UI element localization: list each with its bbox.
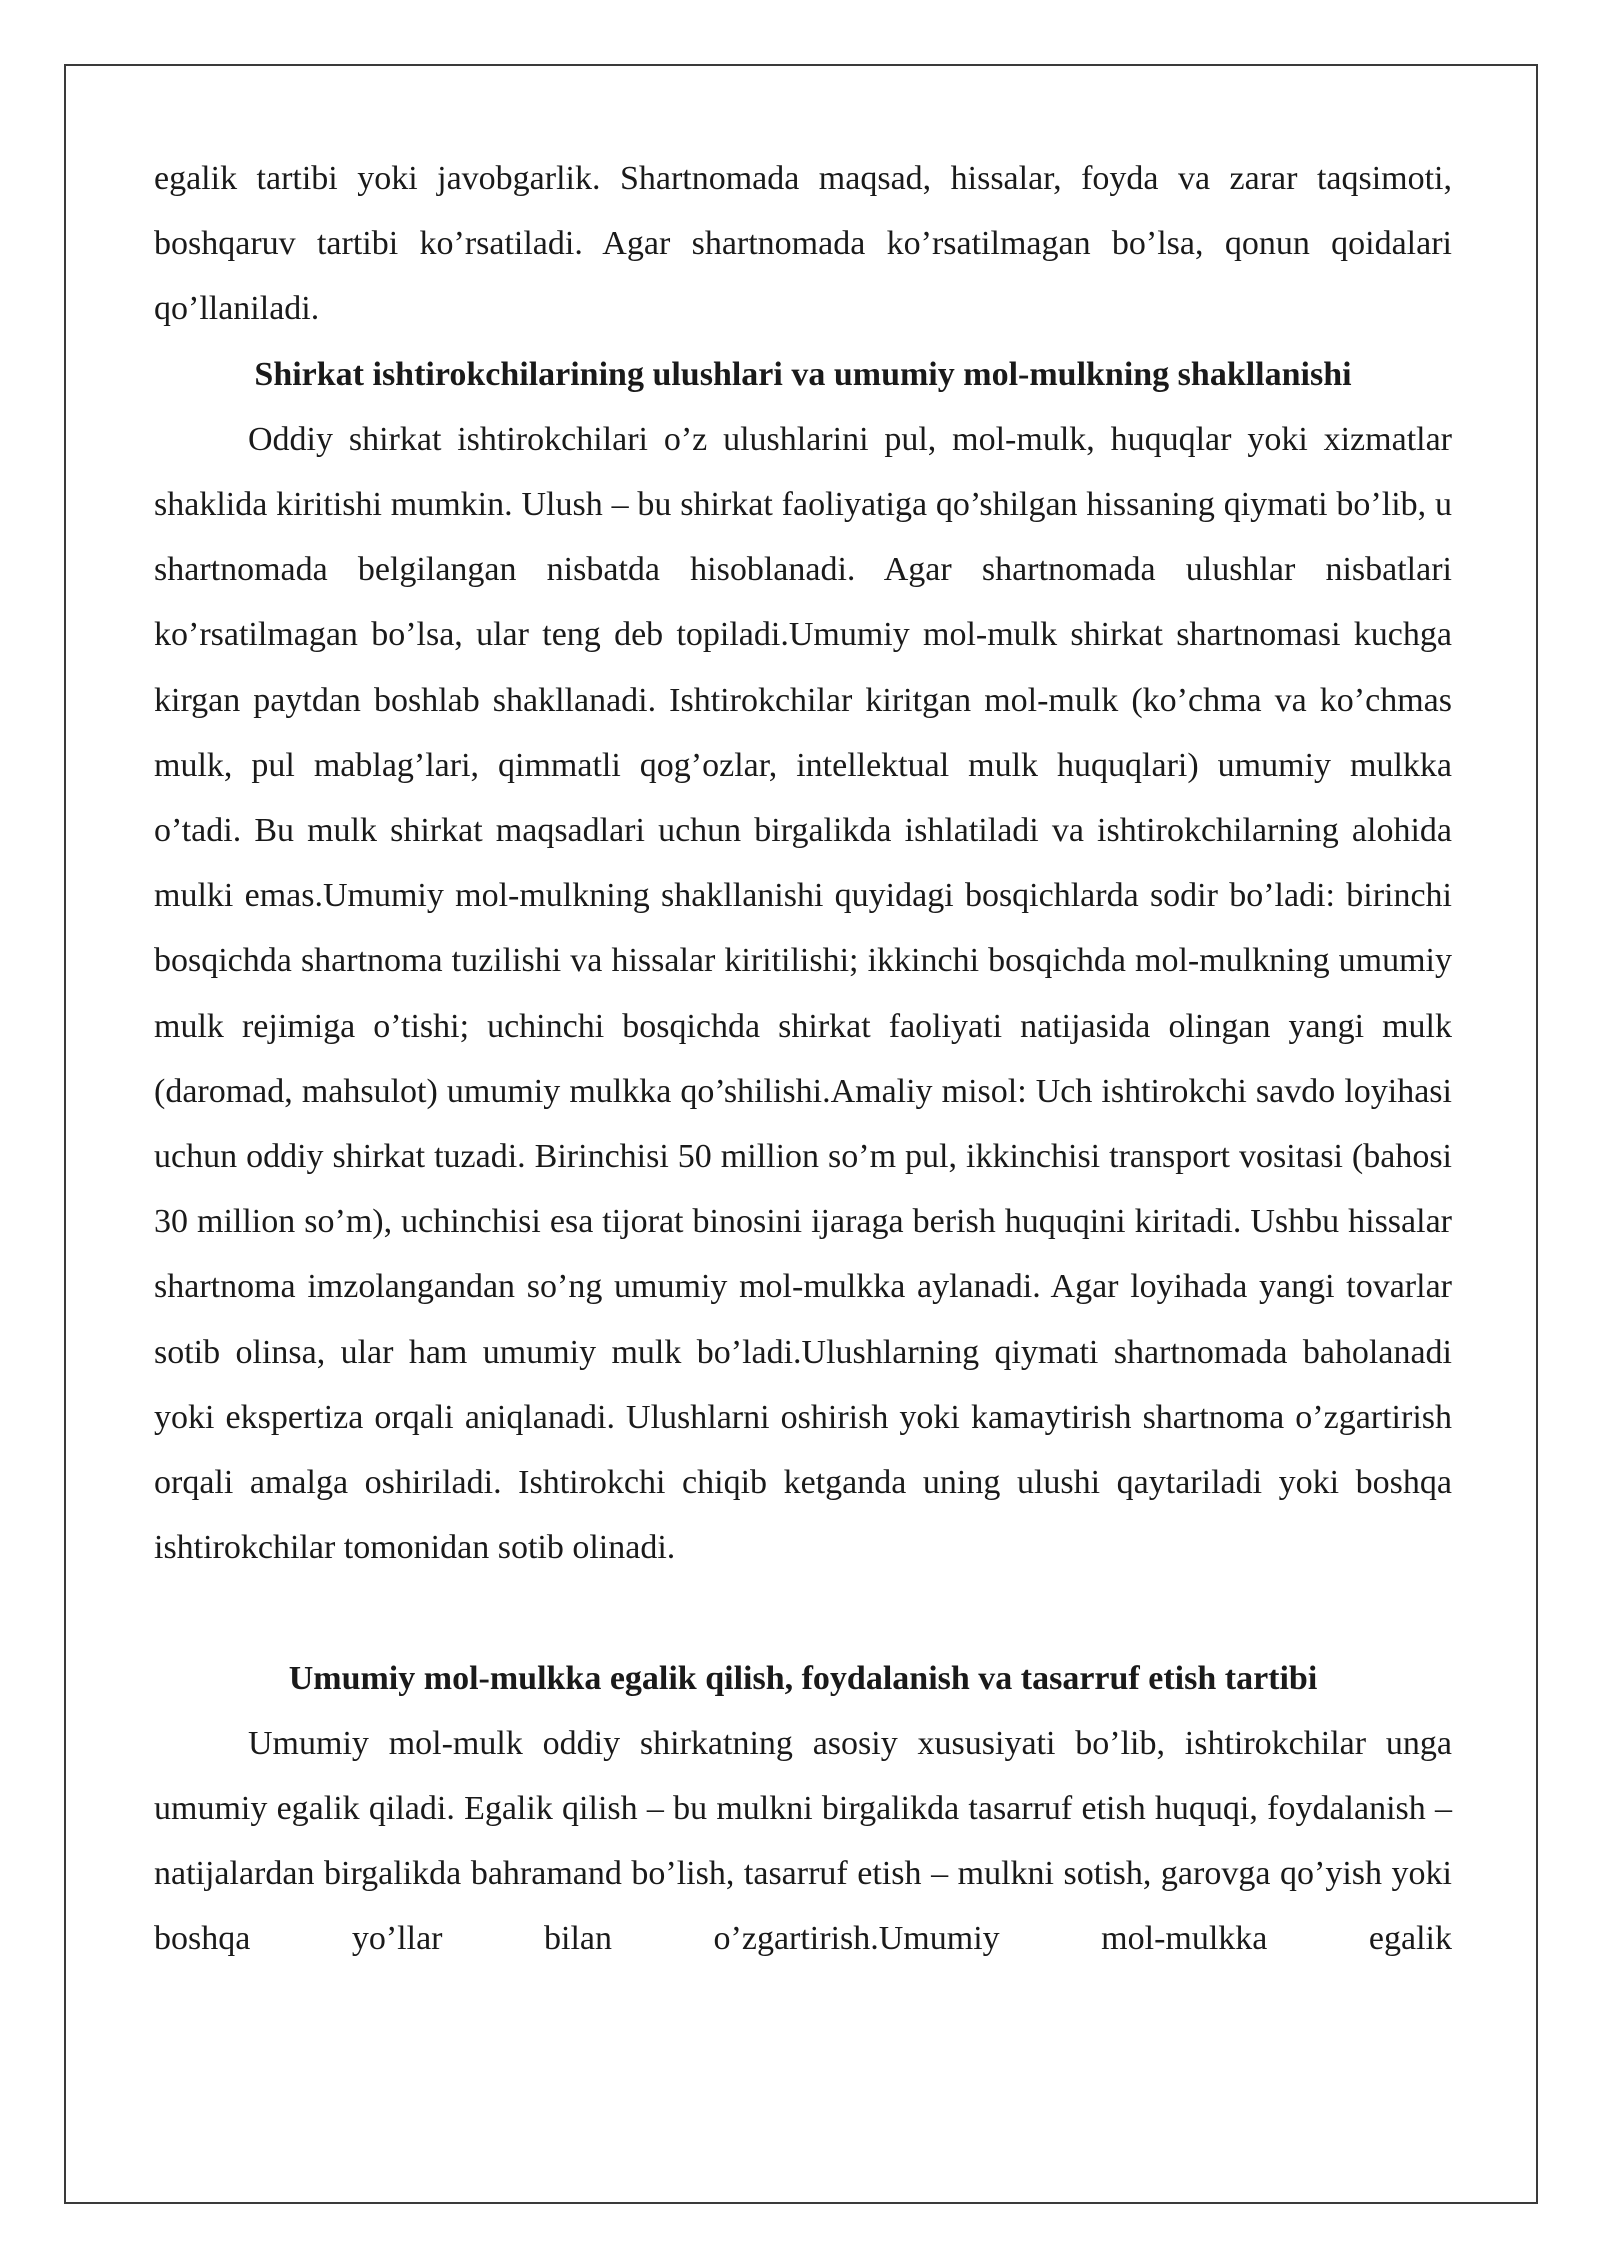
document-body bbox=[154, 146, 1452, 1972]
paragraph-continued: egalik tartibi yoki javobgarlik. Shartnomada maqsad, hissalar, foyda va zarar taqsimoti, boshqaruv tartibi ko’rsatiladi. Agar shartnomada ko’rsatilmagan bo’lsa, qonun qoidalari qo’llaniladi. bbox=[154, 160, 1452, 328]
blank-line bbox=[154, 1580, 1452, 1645]
section-heading-egalik: Umumiy mol-mulkka egalik qilish, foydalanish va tasarruf etish tartibi bbox=[288, 1659, 1318, 1697]
paragraph-ulushlar: Oddiy shirkat ishtirokchilari o’z ulushlarini pul, mol-mulk, huquqlar yoki xizmatlar shaklida kiritishi mumkin. Ulush – bu shirkat faoliyatiga qo’shilgan hissaning qiymati bo’lib, u shartnomada belgilangan nisbatda hisoblanadi. Agar shartnomada ulushlar nisbatlari ko’rsatilmagan bo’lsa, ular teng deb topiladi.Umumiy mol-mulk shirkat shartnomasi kuchga kirgan paytdan boshlab shakllanadi. Ishtirokchilar kiritgan mol-mulk (ko’chma va ko’chmas mulk, pul mablag’lari, qimmatli qog’ozlar, intellektual mulk huquqlari) umumiy mulkka o’tadi. Bu mulk shirkat maqsadlari uchun birgalikda ishlatiladi va ishtirokchilarning alohida mulki emas.Umumiy mol-mulkning shakllanishi quyidagi bosqichlarda sodir bo’ladi: birinchi bosqichda shartnoma tuzilishi va hissalar kiritilishi; ikkinchi bosqichda mol-mulkning umumiy mulk rejimiga o’tishi; uchinchi bosqichda shirkat faoliyati natijasida olingan yangi mulk (daromad, mahsulot) umumiy mulkka qo’shilishi.Amaliy misol: Uch ishtirokchi savdo loyihasi uchun oddiy shirkat tuzadi. Birinchisi 50 million so’m pul, ikkinchisi transport vositasi (bahosi 30 million so’m), uchinchisi esa tijorat binosini ijaraga berish huquqini kiritadi. Ushbu hissalar shartnoma imzolangandan so’ng umumiy mol-mulkka aylanadi. Agar loyihada yangi tovarlar sotib olinsa, ular ham umumiy mulk bo’ladi.Ulushlarning qiymati shartnomada baholanadi yoki ekspertiza orqali aniqlanadi. Ulushlarni oshirish yoki kamaytirish shartnoma o’zgartirish orqali amalga oshiriladi. Ishtirokchi chiqib ketganda uning ulushi qaytariladi yoki boshqa ishtirokchilar tomonidan sotib olinadi. bbox=[154, 420, 1452, 1567]
paragraph-egalik: Umumiy mol-mulk oddiy shirkatning asosiy xususiyati bo’lib, ishtirokchilar unga umumiy egalik qiladi. Egalik qilish – bu mulkni birgalikda tasarruf etish huquqi, foydalanish – natijalardan birgalikda bahramand bo’lish, tasarruf etish – mulkni sotish, garovga qo’yish yoki boshqa yo’llar bilan o’zgartirish.Umumiy mol-mulkka egalik bbox=[154, 1724, 1452, 1958]
section-heading-ulushlar: Shirkat ishtirokchilarining ulushlari va umumiy mol-mulkning shakllanishi bbox=[254, 355, 1352, 393]
